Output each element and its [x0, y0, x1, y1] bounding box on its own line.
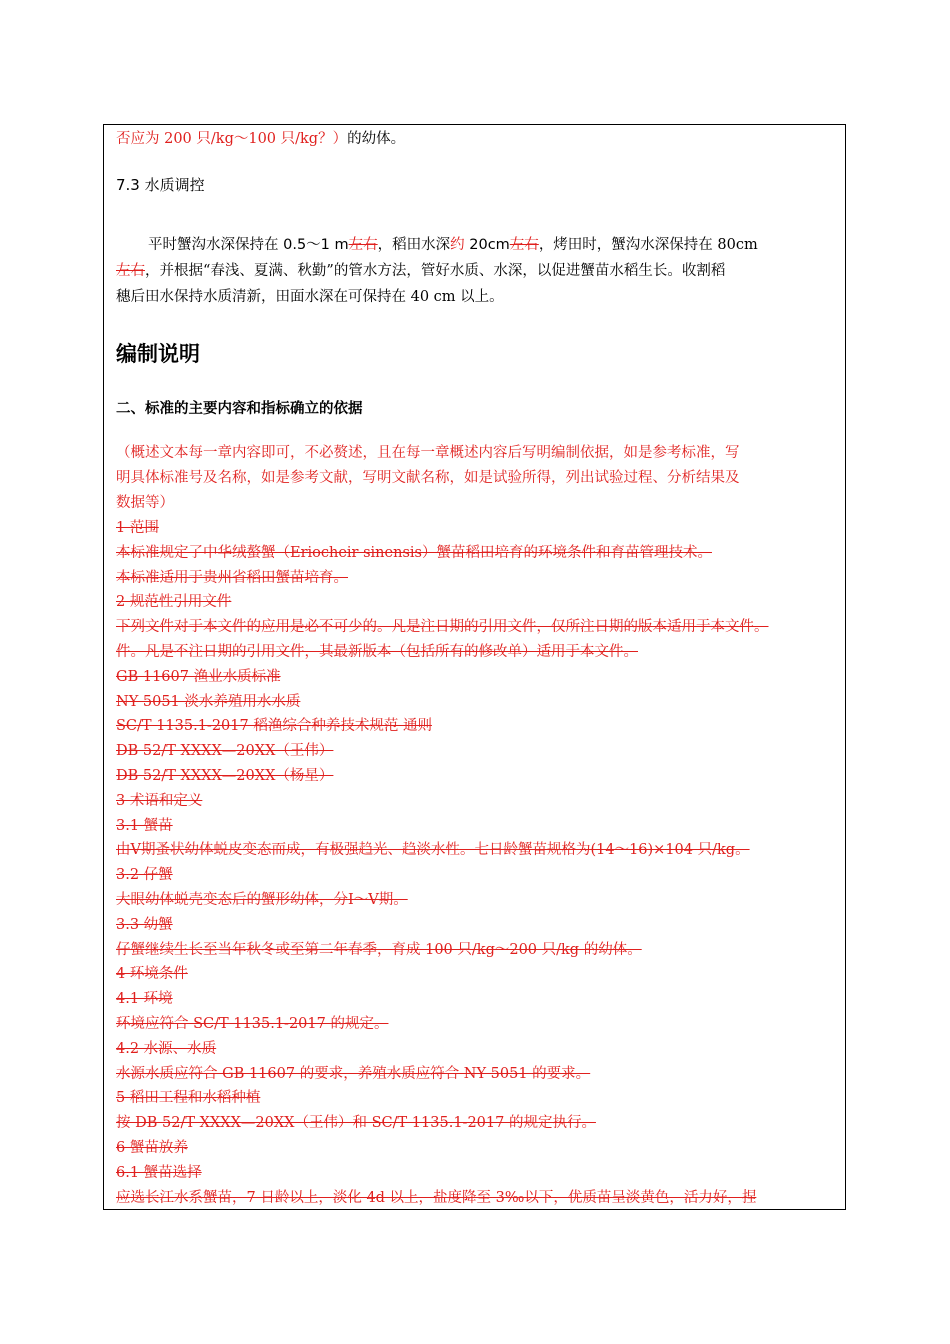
deleted-line: DB 52/T XXXX—20XX（王伟） — [116, 743, 334, 760]
document-table-frame — [103, 124, 846, 1210]
compile-title: 编制说明 — [116, 342, 200, 366]
deleted-line: 下列文件对于本文件的应用是必不可少的。凡是注日期的引用文件，仅所注日期的版本适用于本文件。 — [116, 619, 769, 636]
deleted-line: 6.1 蟹苗选择 — [116, 1164, 202, 1181]
deleted-text: 左右 — [116, 263, 145, 279]
inserted-text: 否应为 200 只/kg～100 只/kg？） — [116, 131, 348, 147]
deleted-line: 3.2 仔蟹 — [116, 867, 173, 884]
deleted-line: 4.1 环境 — [116, 991, 173, 1008]
deleted-line: 按 DB 52/T XXXX—20XX（王伟）和 SC/T 1135.1-2017 的规定执行。 — [116, 1115, 596, 1132]
inserted-text: 约 — [450, 237, 465, 253]
deleted-line: 本标准规定了中华绒螯蟹（Eriocheir sinensis）蟹苗稻田培育的环境条件和育苗管理技术。 — [116, 544, 712, 561]
deleted-line: 大眼幼体蜕壳变态后的蟹形幼体，分Ⅰ～Ⅴ期。 — [116, 892, 408, 908]
deleted-text: 左右 — [509, 237, 539, 253]
paragraph-line-1 — [148, 235, 758, 255]
note-line: 数据等） — [116, 495, 174, 511]
deleted-line: 4.2 水源、水质 — [116, 1040, 217, 1057]
deleted-text: 左右 — [348, 237, 378, 253]
deleted-line: 由Ⅴ期蚤状幼体蜕皮变态而成，有极强趋光、趋淡水性。七日龄蟹苗规格为(14～16)×104 只/kg。 — [116, 842, 750, 859]
deleted-line: DB 52/T XXXX—20XX（杨星） — [116, 768, 334, 784]
deleted-line: SC/T 1135.1-2017 稻渔综合种养技术规范 通则 — [116, 718, 432, 735]
deleted-line: 环境应符合 SC/T 1135.1-2017 的规定。 — [116, 1016, 389, 1032]
paragraph-line-2 — [116, 261, 725, 281]
deleted-line: GB 11607 渔业水质标准 — [116, 668, 281, 685]
text-run: ，烤田时，蟹沟水深保持在 80cm — [538, 237, 758, 253]
section-heading-7-3: 7.3 水质调控 — [116, 176, 205, 194]
deleted-line: 仔蟹继续生长至当年秋冬或至第二年春季，育成 100 只/kg～200 只/kg 的幼体。 — [116, 941, 642, 958]
deleted-line: 5 稻田工程和水稻种植 — [116, 1090, 261, 1107]
deleted-line: 本标准适用于贵州省稻田蟹苗培育。 — [116, 569, 348, 586]
deleted-line: 2 规范性引用文件 — [116, 594, 232, 611]
deleted-line: 1 范围 — [116, 520, 159, 536]
deleted-line: 件。凡是不注日期的引用文件，其最新版本（包括所有的修改单）适用于本文件。 — [116, 644, 638, 660]
deleted-line: 应选长江水系蟹苗，7 日龄以上，淡化 4d 以上，盐度降至 3‰以下，优质苗呈淡黄色，活力好，捏 — [116, 1189, 757, 1206]
deleted-line: 3.3 幼蟹 — [116, 916, 173, 933]
deleted-line: 水源水质应符合 GB 11607 的要求，养殖水质应符合 NY 5051 的要求。 — [116, 1065, 591, 1082]
deleted-line: 3.1 蟹苗 — [116, 817, 173, 834]
subheading: 二、标准的主要内容和指标确立的依据 — [116, 401, 363, 417]
text-run: ，并根据“春浅、夏满、秋勤”的管水方法，管好水质、水深，以促进蟹苗水稻生长。收割稻 — [145, 263, 726, 279]
text-run: 20cm — [464, 237, 510, 253]
deleted-line: NY 5051 淡水养殖用水水质 — [116, 693, 301, 710]
plain-text: 的幼体。 — [347, 131, 406, 147]
deleted-line: 3 术语和定义 — [116, 792, 203, 809]
note-line: （概述文本每一章内容即可，不必赘述，且在每一章概述内容后写明编制依据，如是参考标准，写 — [116, 445, 740, 461]
text-run: 平时蟹沟水深保持在 0.5～1 m — [148, 237, 349, 253]
text-run: ，稻田水深 — [377, 237, 451, 253]
paragraph-line-3: 穗后田水保持水质清新，田面水深在可保持在 40 cm 以上。 — [116, 289, 504, 305]
deleted-line: 4 环境条件 — [116, 966, 188, 983]
note-line: 明具体标准号及名称，如是参考文献，写明文献名称，如是试验所得，列出试验过程、分析结果及 — [116, 470, 740, 486]
continued-line — [116, 129, 405, 149]
deleted-line: 6 蟹苗放养 — [116, 1140, 188, 1156]
